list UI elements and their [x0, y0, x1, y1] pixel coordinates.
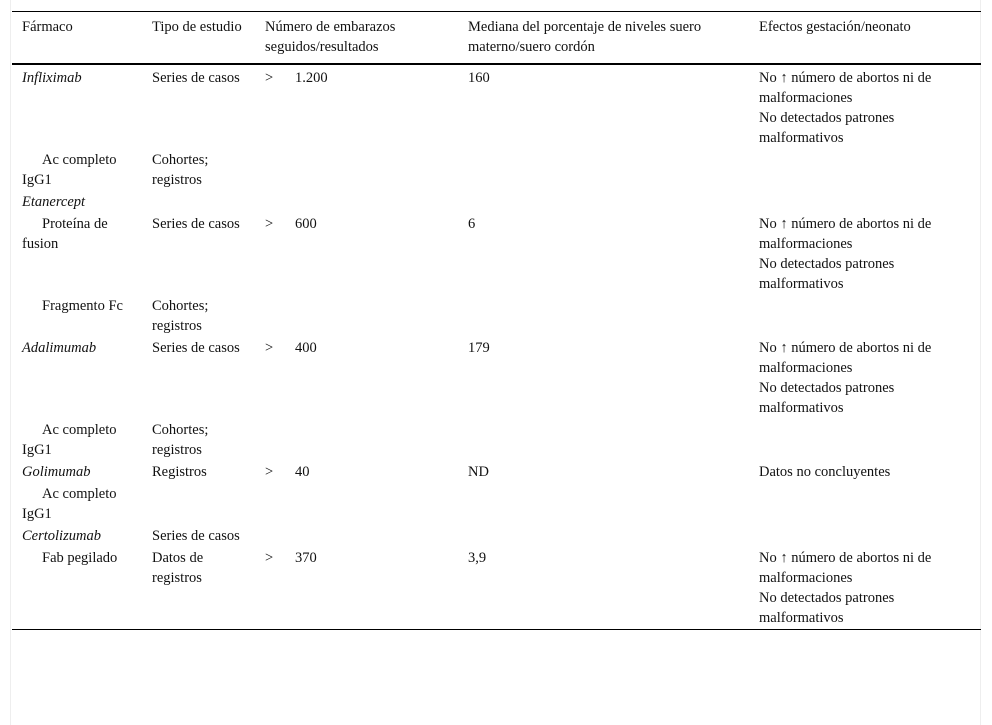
header-row [12, 12, 981, 65]
cell-efectos [749, 213, 981, 295]
greater-than-sign: > [265, 216, 274, 232]
cell-farmaco: Adalimumab [22, 340, 97, 356]
cell-tipo: Datos de registros [152, 550, 204, 586]
cell-farmaco: Ac completo IgG1 [22, 152, 117, 188]
header-efectos: Efectos gestación/neonato [759, 19, 911, 35]
efectos-line-1: No ↑ número de abortos ni de malformaciones [759, 70, 932, 106]
cell-numero [255, 213, 458, 295]
cell-farmaco: Etanercept [22, 194, 86, 210]
cell-tipo: Series de casos [152, 216, 240, 232]
efectos-line-2: No detectados patrones malformativos [759, 590, 895, 626]
table-container [10, 0, 981, 725]
efectos-line-1: Datos no concluyentes [759, 464, 891, 480]
cell-farmaco: Infliximab [22, 70, 82, 86]
cell-farmaco: Fab pegilado [42, 550, 118, 566]
cell-tipo: Series de casos [152, 340, 240, 356]
cell-mediana: 160 [468, 70, 490, 86]
cell-tipo: Cohortes; registros [152, 298, 209, 334]
table-row [12, 337, 981, 419]
cell-mediana: 6 [468, 216, 476, 232]
efectos-line-1: No ↑ número de abortos ni de malformaciones [759, 340, 932, 376]
cell-efectos [749, 547, 981, 630]
efectos-line-2: No detectados patrones malformativos [759, 256, 895, 292]
cell-efectos [749, 337, 981, 419]
cell-mediana: ND [468, 464, 489, 480]
cell-farmaco: Fragmento Fc [42, 298, 123, 314]
efectos-line-2: No detectados patrones malformativos [759, 110, 895, 146]
table-row [12, 483, 981, 525]
table-row [12, 191, 981, 213]
cell-tipo: Registros [152, 464, 207, 480]
table-row [12, 461, 981, 483]
table-row [12, 547, 981, 630]
drug-pregnancy-table [12, 11, 981, 630]
header-numero-embarazos: Número de embarazos seguidos/resultados [265, 19, 396, 55]
cell-mediana: 179 [468, 340, 490, 356]
cell-farmaco: Ac completo IgG1 [22, 486, 117, 522]
cell-farmaco: Golimumab [22, 464, 91, 480]
cell-tipo: Cohortes; registros [152, 152, 209, 188]
cell-tipo: Series de casos [152, 528, 240, 544]
numero-value: 1.200 [295, 70, 328, 86]
efectos-line-1: No ↑ número de abortos ni de malformaciones [759, 550, 932, 586]
header-farmaco: Fármaco [22, 19, 73, 35]
cell-farmaco: Ac completo IgG1 [22, 422, 117, 458]
cell-numero [255, 337, 458, 419]
numero-value: 400 [295, 340, 317, 356]
numero-value: 600 [295, 216, 317, 232]
cell-numero [255, 64, 458, 149]
cell-numero [255, 461, 458, 483]
cell-numero [255, 547, 458, 630]
greater-than-sign: > [265, 550, 274, 566]
numero-value: 370 [295, 550, 317, 566]
cell-efectos [749, 461, 981, 483]
table-row [12, 525, 981, 547]
greater-than-sign: > [265, 340, 274, 356]
cell-tipo: Cohortes; registros [152, 422, 209, 458]
cell-mediana: 3,9 [468, 550, 487, 566]
cell-farmaco: Certolizumab [22, 528, 101, 544]
table-row [12, 149, 981, 191]
table-row [12, 213, 981, 295]
table-row [12, 419, 981, 461]
cell-efectos [749, 64, 981, 149]
table-row [12, 295, 981, 337]
header-mediana-niveles: Mediana del porcentaje de niveles suero materno/suero cordón [468, 19, 702, 55]
cell-tipo: Series de casos [152, 70, 240, 86]
efectos-line-2: No detectados patrones malformativos [759, 380, 895, 416]
greater-than-sign: > [265, 70, 274, 86]
efectos-line-1: No ↑ número de abortos ni de malformaciones [759, 216, 932, 252]
cell-farmaco: Proteína de fusion [22, 216, 108, 252]
table-row [12, 64, 981, 149]
numero-value: 40 [295, 464, 310, 480]
header-tipo-estudio: Tipo de estudio [152, 19, 242, 35]
greater-than-sign: > [265, 464, 274, 480]
